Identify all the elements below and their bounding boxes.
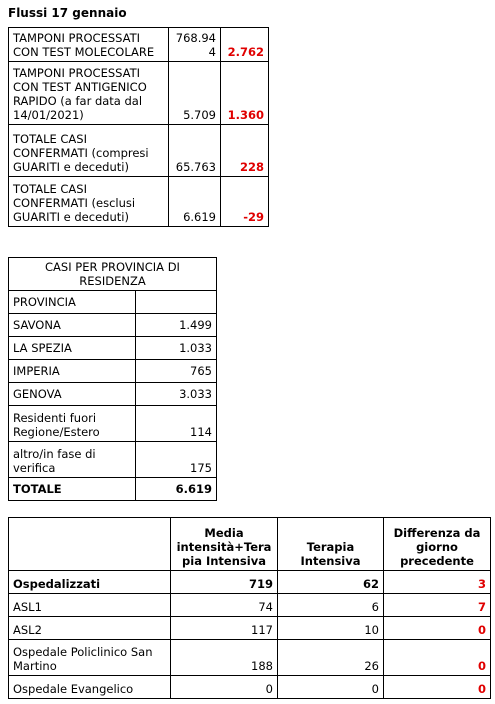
hospital-ti: 62 <box>278 571 384 594</box>
province-table-header: CASI PER PROVINCIA DI RESIDENZA <box>9 258 217 291</box>
summary-label: TAMPONI PROCESSATI CON TEST MOLECOLARE <box>9 28 169 62</box>
province-total-label: TOTALE <box>9 478 136 501</box>
hospital-ti: 6 <box>278 594 384 617</box>
hospital-name: Ospedalizzati <box>9 571 171 594</box>
province-column-label: PROVINCIA <box>9 291 136 314</box>
table-row <box>9 406 217 442</box>
hospital-header-ti: Terapia Intensiva <box>278 518 384 571</box>
table-row <box>9 676 491 699</box>
hospital-header-media: Media intensità+Terapia Intensiva <box>171 518 278 571</box>
summary-table <box>8 27 269 227</box>
summary-label: TOTALE CASI CONFERMATI (compresi GUARITI e deceduti) <box>9 125 169 177</box>
hospital-media: 74 <box>171 594 278 617</box>
province-table <box>8 257 217 501</box>
summary-label: TOTALE CASI CONFERMATI (esclusi GUARITI e deceduti) <box>9 177 169 227</box>
hospital-header-name <box>9 518 171 571</box>
province-name: IMPERIA <box>9 360 136 383</box>
hospital-diff: 0 <box>384 676 491 699</box>
table-header-row <box>9 258 217 291</box>
table-row <box>9 383 217 406</box>
table-row <box>9 442 217 478</box>
hospital-diff: 7 <box>384 594 491 617</box>
hospital-ti: 10 <box>278 617 384 640</box>
hospital-name: ASL1 <box>9 594 171 617</box>
hospital-ti: 0 <box>278 676 384 699</box>
hospital-media: 188 <box>171 640 278 676</box>
summary-label: TAMPONI PROCESSATI CON TEST ANTIGENICO RAPIDO (a far data dal 14/01/2021) <box>9 62 169 125</box>
province-value: 175 <box>136 442 217 478</box>
hospital-media: 719 <box>171 571 278 594</box>
province-value: 1.499 <box>136 314 217 337</box>
table-total-row <box>9 478 217 501</box>
summary-value: 65.763 <box>169 125 221 177</box>
hospital-media: 117 <box>171 617 278 640</box>
hospital-diff: 0 <box>384 640 491 676</box>
table-row <box>9 28 269 62</box>
hospital-diff: 0 <box>384 617 491 640</box>
table-row <box>9 360 217 383</box>
hospital-name: Ospedale Policlinico San Martino <box>9 640 171 676</box>
table-row <box>9 62 269 125</box>
province-name: Residenti fuori Regione/Estero <box>9 406 136 442</box>
province-value: 1.033 <box>136 337 217 360</box>
table-row <box>9 337 217 360</box>
hospital-header-diff: Differenza da giorno precedente <box>384 518 491 571</box>
hospital-name: ASL2 <box>9 617 171 640</box>
hospital-diff: 3 <box>384 571 491 594</box>
table-row <box>9 125 269 177</box>
empty-cell <box>136 291 217 314</box>
table-row <box>9 594 491 617</box>
province-name: GENOVA <box>9 383 136 406</box>
table-row <box>9 291 217 314</box>
summary-value: 6.619 <box>169 177 221 227</box>
province-value: 114 <box>136 406 217 442</box>
province-value: 765 <box>136 360 217 383</box>
table-header-row <box>9 518 491 571</box>
province-name: altro/in fase di verifica <box>9 442 136 478</box>
province-name: LA SPEZIA <box>9 337 136 360</box>
summary-diff: -29 <box>221 177 269 227</box>
page-title: Flussi 17 gennaio <box>8 6 127 20</box>
summary-diff: 1.360 <box>221 62 269 125</box>
summary-diff: 2.762 <box>221 28 269 62</box>
province-name: SAVONA <box>9 314 136 337</box>
hospital-name: Ospedale Evangelico <box>9 676 171 699</box>
hospital-table <box>8 517 491 699</box>
table-row <box>9 314 217 337</box>
hospital-media: 0 <box>171 676 278 699</box>
summary-value: 768.944 <box>169 28 221 62</box>
province-total-value: 6.619 <box>136 478 217 501</box>
table-row <box>9 571 491 594</box>
province-value: 3.033 <box>136 383 217 406</box>
table-row <box>9 640 491 676</box>
summary-value: 5.709 <box>169 62 221 125</box>
summary-diff: 228 <box>221 125 269 177</box>
hospital-ti: 26 <box>278 640 384 676</box>
table-row <box>9 617 491 640</box>
table-row <box>9 177 269 227</box>
